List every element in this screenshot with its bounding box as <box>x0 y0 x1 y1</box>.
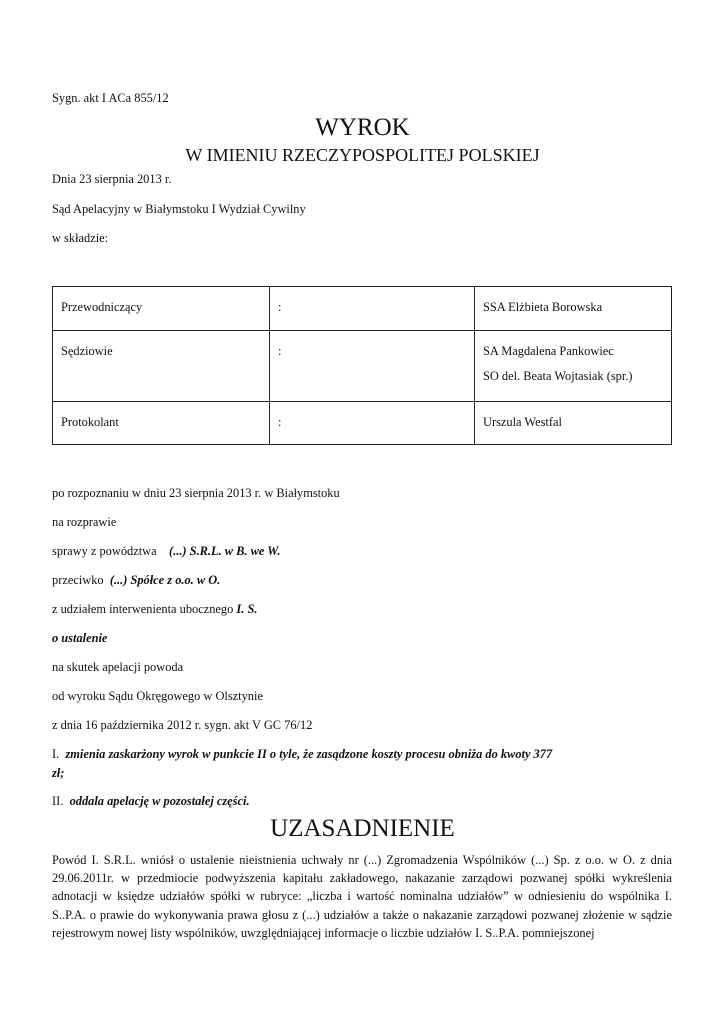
document-subtitle: W IMIENIU RZECZYPOSPOLITEJ POLSKIEJ <box>185 145 540 165</box>
ruling-number: I. <box>52 747 60 761</box>
case-signature: Sygn. akt I ACa 855/12 <box>52 91 169 105</box>
ruling-text-continued: zł; <box>52 766 65 780</box>
role-cell: Przewodniczący <box>53 287 270 331</box>
names-cell <box>475 331 672 402</box>
plaintiff-prefix: sprawy z powództwa <box>52 544 157 558</box>
case-subject: o ustalenie <box>52 631 108 645</box>
intervener-prefix: z udziałem interwenienta ubocznego <box>52 602 234 616</box>
person-name: SA Magdalena Pankowiec <box>483 344 614 358</box>
ruling-number: II. <box>52 794 64 808</box>
proceedings-line: na skutek apelacji powoda <box>52 660 184 674</box>
plaintiff-line <box>52 544 280 559</box>
names-cell <box>475 402 672 445</box>
plaintiff-party: (...) S.R.L. w B. we W. <box>169 544 281 558</box>
composition-table <box>52 286 672 445</box>
proceedings-line: na rozprawie <box>52 515 117 529</box>
document-title: WYROK <box>315 114 410 141</box>
person-name: SSA Elżbieta Borowska <box>483 300 603 314</box>
defendant-line <box>52 573 220 588</box>
ruling-text: zmienia zaskarżony wyrok w punkcie II o tyle, że zasądzone koszty procesu obniża do kwoty 377 <box>65 747 553 761</box>
defendant-prefix: przeciwko <box>52 573 104 587</box>
ruling-item <box>52 747 552 762</box>
table-row <box>53 402 672 445</box>
table-row <box>53 331 672 402</box>
defendant-party: (...) Spółce z o.o. w O. <box>109 573 221 587</box>
names-cell <box>475 287 672 331</box>
role-cell: Protokolant <box>53 402 270 445</box>
proceedings-line: po rozpoznaniu w dniu 23 sierpnia 2013 r. w Białymstoku <box>52 486 340 500</box>
court-name: Sąd Apelacyjny w Białymstoku I Wydział Cywilny <box>52 202 306 216</box>
ruling-item <box>52 794 250 809</box>
table-row <box>53 287 672 331</box>
justification-body <box>52 851 672 942</box>
person-name: SO del. Beata Wojtasiak (spr.) <box>483 369 633 383</box>
separator-cell: : <box>270 331 475 402</box>
proceedings-line: od wyroku Sądu Okręgowego w Olsztynie <box>52 689 263 703</box>
separator-cell: : <box>270 287 475 331</box>
ruling-text: oddala apelację w pozostałej części. <box>69 794 250 808</box>
justification-title: UZASADNIENIE <box>270 815 455 842</box>
person-name: Urszula Westfal <box>483 415 562 429</box>
composition-intro: w składzie: <box>52 231 109 245</box>
intervener-party: I. S. <box>236 602 258 616</box>
separator-cell: : <box>270 402 475 445</box>
proceedings-line: z dnia 16 października 2012 r. sygn. akt V GC 76/12 <box>52 718 313 732</box>
intervener-line <box>52 602 257 617</box>
role-cell: Sędziowie <box>53 331 270 402</box>
justification-paragraph: Powód I. S.R.L. wniósł o ustalenie nieistnienia uchwały nr (...) Zgromadzenia Wspólników (...) Sp. z o.o. w O. z dnia 29.06.2011r. w przedmiocie podwyższenia kapitału zakładowego, nakazanie zarządowi pozwanej spółki wykreślenia adnotacji w księdze udziałów spółki w rubryce: „liczba i wartość nominalna udziałów” w odniesieniu do wspólnika I. S..P.A. o prawie do wykonywania prawa głosu z (...) udziałów a także o nakazanie zarządowi pozwanej złożenie w sądzie rejestrowym nowej listy wspólników, uwzględniającej informacje o liczbie udziałów I. S..P.A. pomniejszonej <box>52 853 672 940</box>
judgment-date: Dnia 23 sierpnia 2013 r. <box>52 172 172 186</box>
